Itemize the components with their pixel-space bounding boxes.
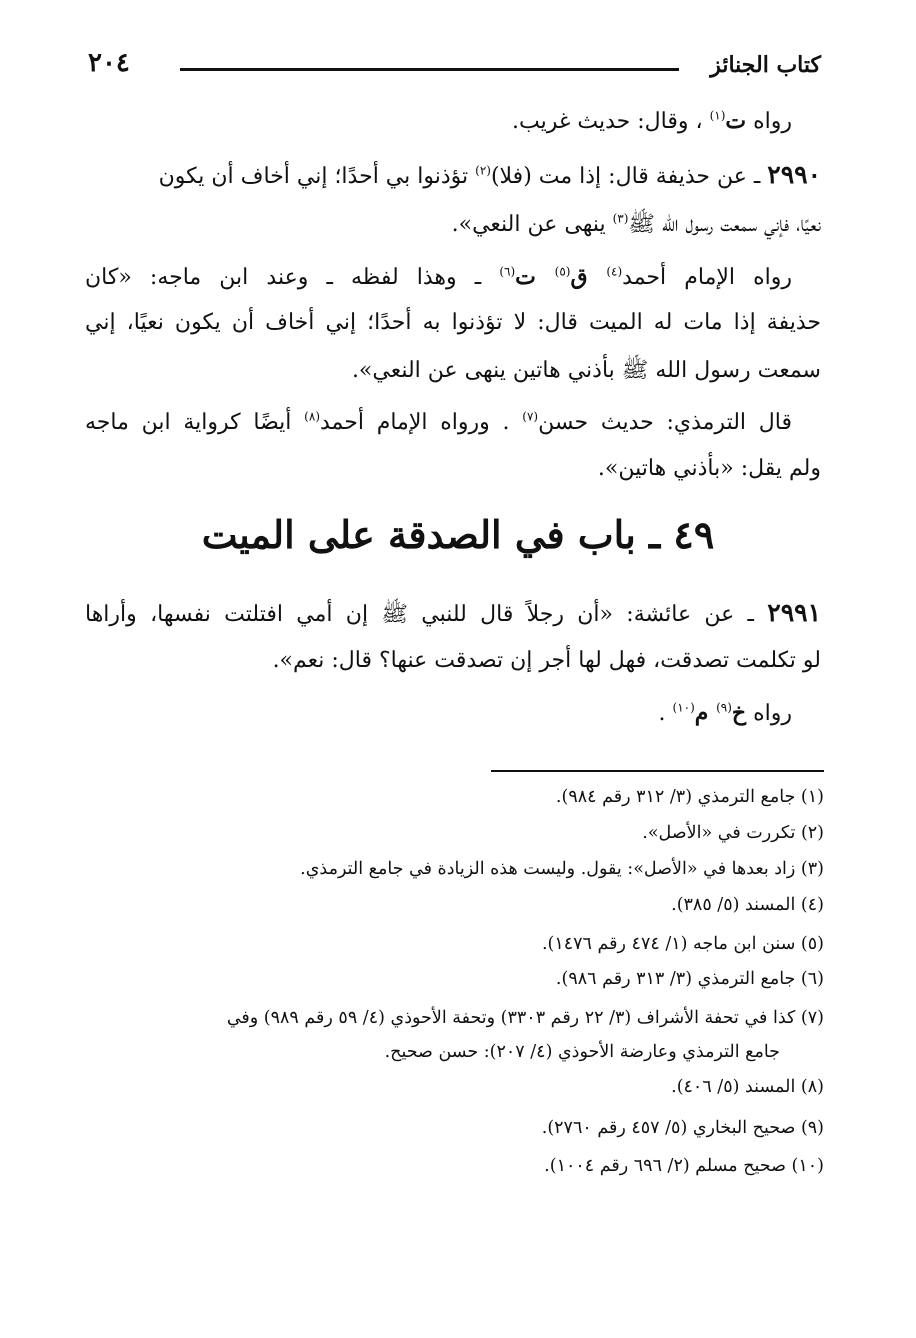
footnote-ref: (٤) bbox=[606, 264, 623, 279]
text-run: رواه bbox=[746, 701, 792, 726]
footnote-continuation: جامع الترمذي وعارضة الأحوذي (٤/ ٢٠٧): حسن صحيح. bbox=[384, 1042, 780, 1062]
text-run: قال الترمذي: حديث حسن bbox=[538, 410, 792, 435]
chapter-heading: ٤٩ ـ باب في الصدقة على الميت bbox=[201, 512, 715, 557]
text-run: . ورواه الإمام أحمد bbox=[320, 410, 523, 435]
footnote: (٣) زاد بعدها في «الأصل»: يقول. وليست هذه الزيادة في جامع الترمذي. bbox=[300, 859, 824, 879]
source-abbr: ق bbox=[570, 264, 607, 290]
hadith-line bbox=[85, 160, 821, 190]
text-run: رواه bbox=[746, 109, 792, 134]
narration-line: ولم يقل: «بأذني هاتين». bbox=[597, 456, 821, 481]
text-run: ـ عن حذيفة قال: إذا مت (فلا) bbox=[490, 164, 768, 189]
text-run: أيضًا كرواية ابن ماجه bbox=[85, 410, 305, 435]
source-abbr: ت bbox=[515, 264, 555, 290]
footnote-ref: (٦) bbox=[499, 264, 516, 279]
text-run: ينهى عن النعي». bbox=[451, 212, 613, 237]
text-run: ـ عن عائشة: «أن رجلاً قال للنبي ﷺ إن أمي افتلتت نفسها، وأراها bbox=[85, 602, 768, 627]
narration-line bbox=[85, 410, 792, 436]
text-run: نعيًا، فإني سمعت رسول الله ﷺ bbox=[628, 212, 821, 237]
narration-line: سمعت رسول الله ﷺ بأذني هاتين ينهى عن النعي». bbox=[351, 358, 821, 383]
footnote-ref: (١) bbox=[709, 108, 726, 123]
footnote: (٤) المسند (٥/ ٣٨٥). bbox=[671, 895, 824, 915]
hadith-line bbox=[85, 212, 821, 238]
footnote-ref: (٣) bbox=[612, 211, 629, 226]
footnote-ref: (٩) bbox=[716, 700, 732, 715]
footnote-ref: (٥) bbox=[554, 264, 571, 279]
footnote: (٩) صحيح البخاري (٥/ ٤٥٧ رقم ٢٧٦٠). bbox=[541, 1118, 824, 1138]
footnote: (٨) المسند (٥/ ٤٠٦). bbox=[671, 1077, 824, 1097]
hadith-number: ٢٩٩٠ bbox=[767, 160, 821, 189]
text-run: ـ وهذا لفظه ـ وعند ابن ماجه: «كان bbox=[85, 265, 500, 290]
footnote: (٦) جامع الترمذي (٣/ ٣١٣ رقم ٩٨٦). bbox=[555, 969, 824, 989]
narration-line bbox=[85, 108, 792, 135]
text-run: تؤذنوا بي أحدًا؛ إني أخاف أن يكون bbox=[158, 164, 476, 189]
narration-line: حذيفة إذا مات له الميت قال: لا تؤذنوا به أحدًا؛ إني أخاف أن يكون نعيًا، إني bbox=[85, 310, 821, 335]
narration-line bbox=[85, 700, 792, 727]
footnote-separator bbox=[491, 770, 824, 772]
footnote: (٧) كذا في تحفة الأشراف (٣/ ٢٢ رقم ٣٣٠٣) وتحفة الأحوذي (٤/ ٥٩ رقم ٩٨٩) وفي bbox=[226, 1008, 824, 1028]
hadith-number: ٢٩٩١ bbox=[767, 598, 821, 627]
footnote-ref: (٧) bbox=[522, 409, 539, 424]
source-abbr: م bbox=[694, 700, 717, 726]
page-header bbox=[88, 48, 821, 88]
text-run: . bbox=[658, 701, 673, 726]
source-abbr: خ bbox=[731, 700, 747, 726]
header-rule bbox=[180, 68, 679, 71]
running-title: كتاب الجنائز bbox=[710, 52, 821, 78]
source-abbr: ت bbox=[725, 108, 747, 134]
page-number: ٢٠٤ bbox=[88, 48, 130, 78]
footnote: (١) جامع الترمذي (٣/ ٣١٢ رقم ٩٨٤). bbox=[555, 787, 824, 807]
footnote-ref: (٢) bbox=[475, 163, 491, 178]
hadith-line bbox=[85, 598, 821, 628]
footnote-ref: (١٠) bbox=[672, 700, 695, 715]
footnote-ref: (٨) bbox=[304, 409, 320, 424]
footnote: (١٠) صحيح مسلم (٢/ ٦٩٦ رقم ١٠٠٤). bbox=[544, 1156, 824, 1176]
text-run: ، وقال: حديث غريب. bbox=[512, 109, 710, 134]
footnote: (٥) سنن ابن ماجه (١/ ٤٧٤ رقم ١٤٧٦). bbox=[541, 934, 824, 954]
narration-line bbox=[85, 264, 792, 291]
footnote: (٢) تكررت في «الأصل». bbox=[642, 823, 824, 843]
text-run: رواه الإمام أحمد bbox=[622, 265, 793, 290]
hadith-line: لو تكلمت تصدقت، فهل لها أجر إن تصدقت عنها؟ قال: نعم». bbox=[272, 648, 821, 673]
